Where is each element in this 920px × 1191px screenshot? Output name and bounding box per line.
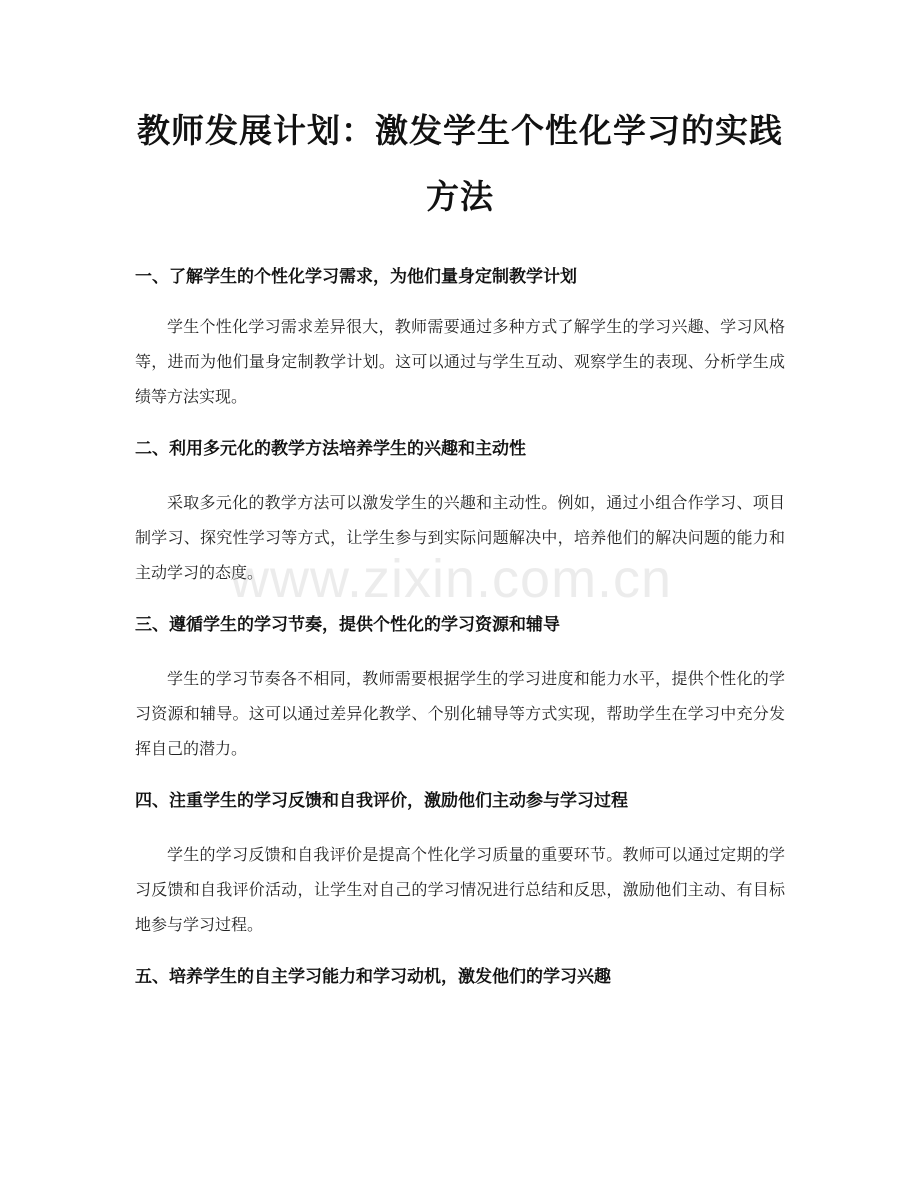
section-paragraph-1: 学生个性化学习需求差异很大，教师需要通过多种方式了解学生的学习兴趣、学习风格等，进而为他们量身定制教学计划。这可以通过与学生互动、观察学生的表现、分析学生成绩等方法实现。 — [135, 317, 785, 406]
section-heading-5: 五、培养学生的自主学习能力和学习动机，激发他们的学习兴趣 — [135, 967, 611, 987]
section-paragraph-2: 采取多元化的教学方法可以激发学生的兴趣和主动性。例如，通过小组合作学习、项目制学习、探究性学习等方式，让学生参与到实际问题解决中，培养他们的解决问题的能力和主动学习的态度。 — [135, 493, 785, 582]
page-title: 教师发展计划：激发学生个性化学习的实践方法 — [137, 111, 783, 216]
section-paragraph-3: 学生的学习节奏各不相同，教师需要根据学生的学习进度和能力水平，提供个性化的学习资源和辅导。这可以通过差异化教学、个别化辅导等方式实现，帮助学生在学习中充分发挥自己的潜力。 — [135, 669, 785, 758]
section-paragraph-4: 学生的学习反馈和自我评价是提高个性化学习质量的重要环节。教师可以通过定期的学习反馈和自我评价活动，让学生对自己的学习情况进行总结和反思，激励他们主动、有目标地参与学习过程。 — [135, 845, 785, 934]
section-heading-3: 三、遵循学生的学习节奏，提供个性化的学习资源和辅导 — [135, 615, 560, 635]
watermark: www.zixin.com.cn — [230, 549, 673, 609]
section-heading-4: 四、注重学生的学习反馈和自我评价，激励他们主动参与学习过程 — [135, 791, 628, 811]
section-heading-2: 二、利用多元化的教学方法培养学生的兴趣和主动性 — [135, 439, 526, 459]
section-heading-1: 一、了解学生的个性化学习需求，为他们量身定制教学计划 — [135, 267, 577, 287]
